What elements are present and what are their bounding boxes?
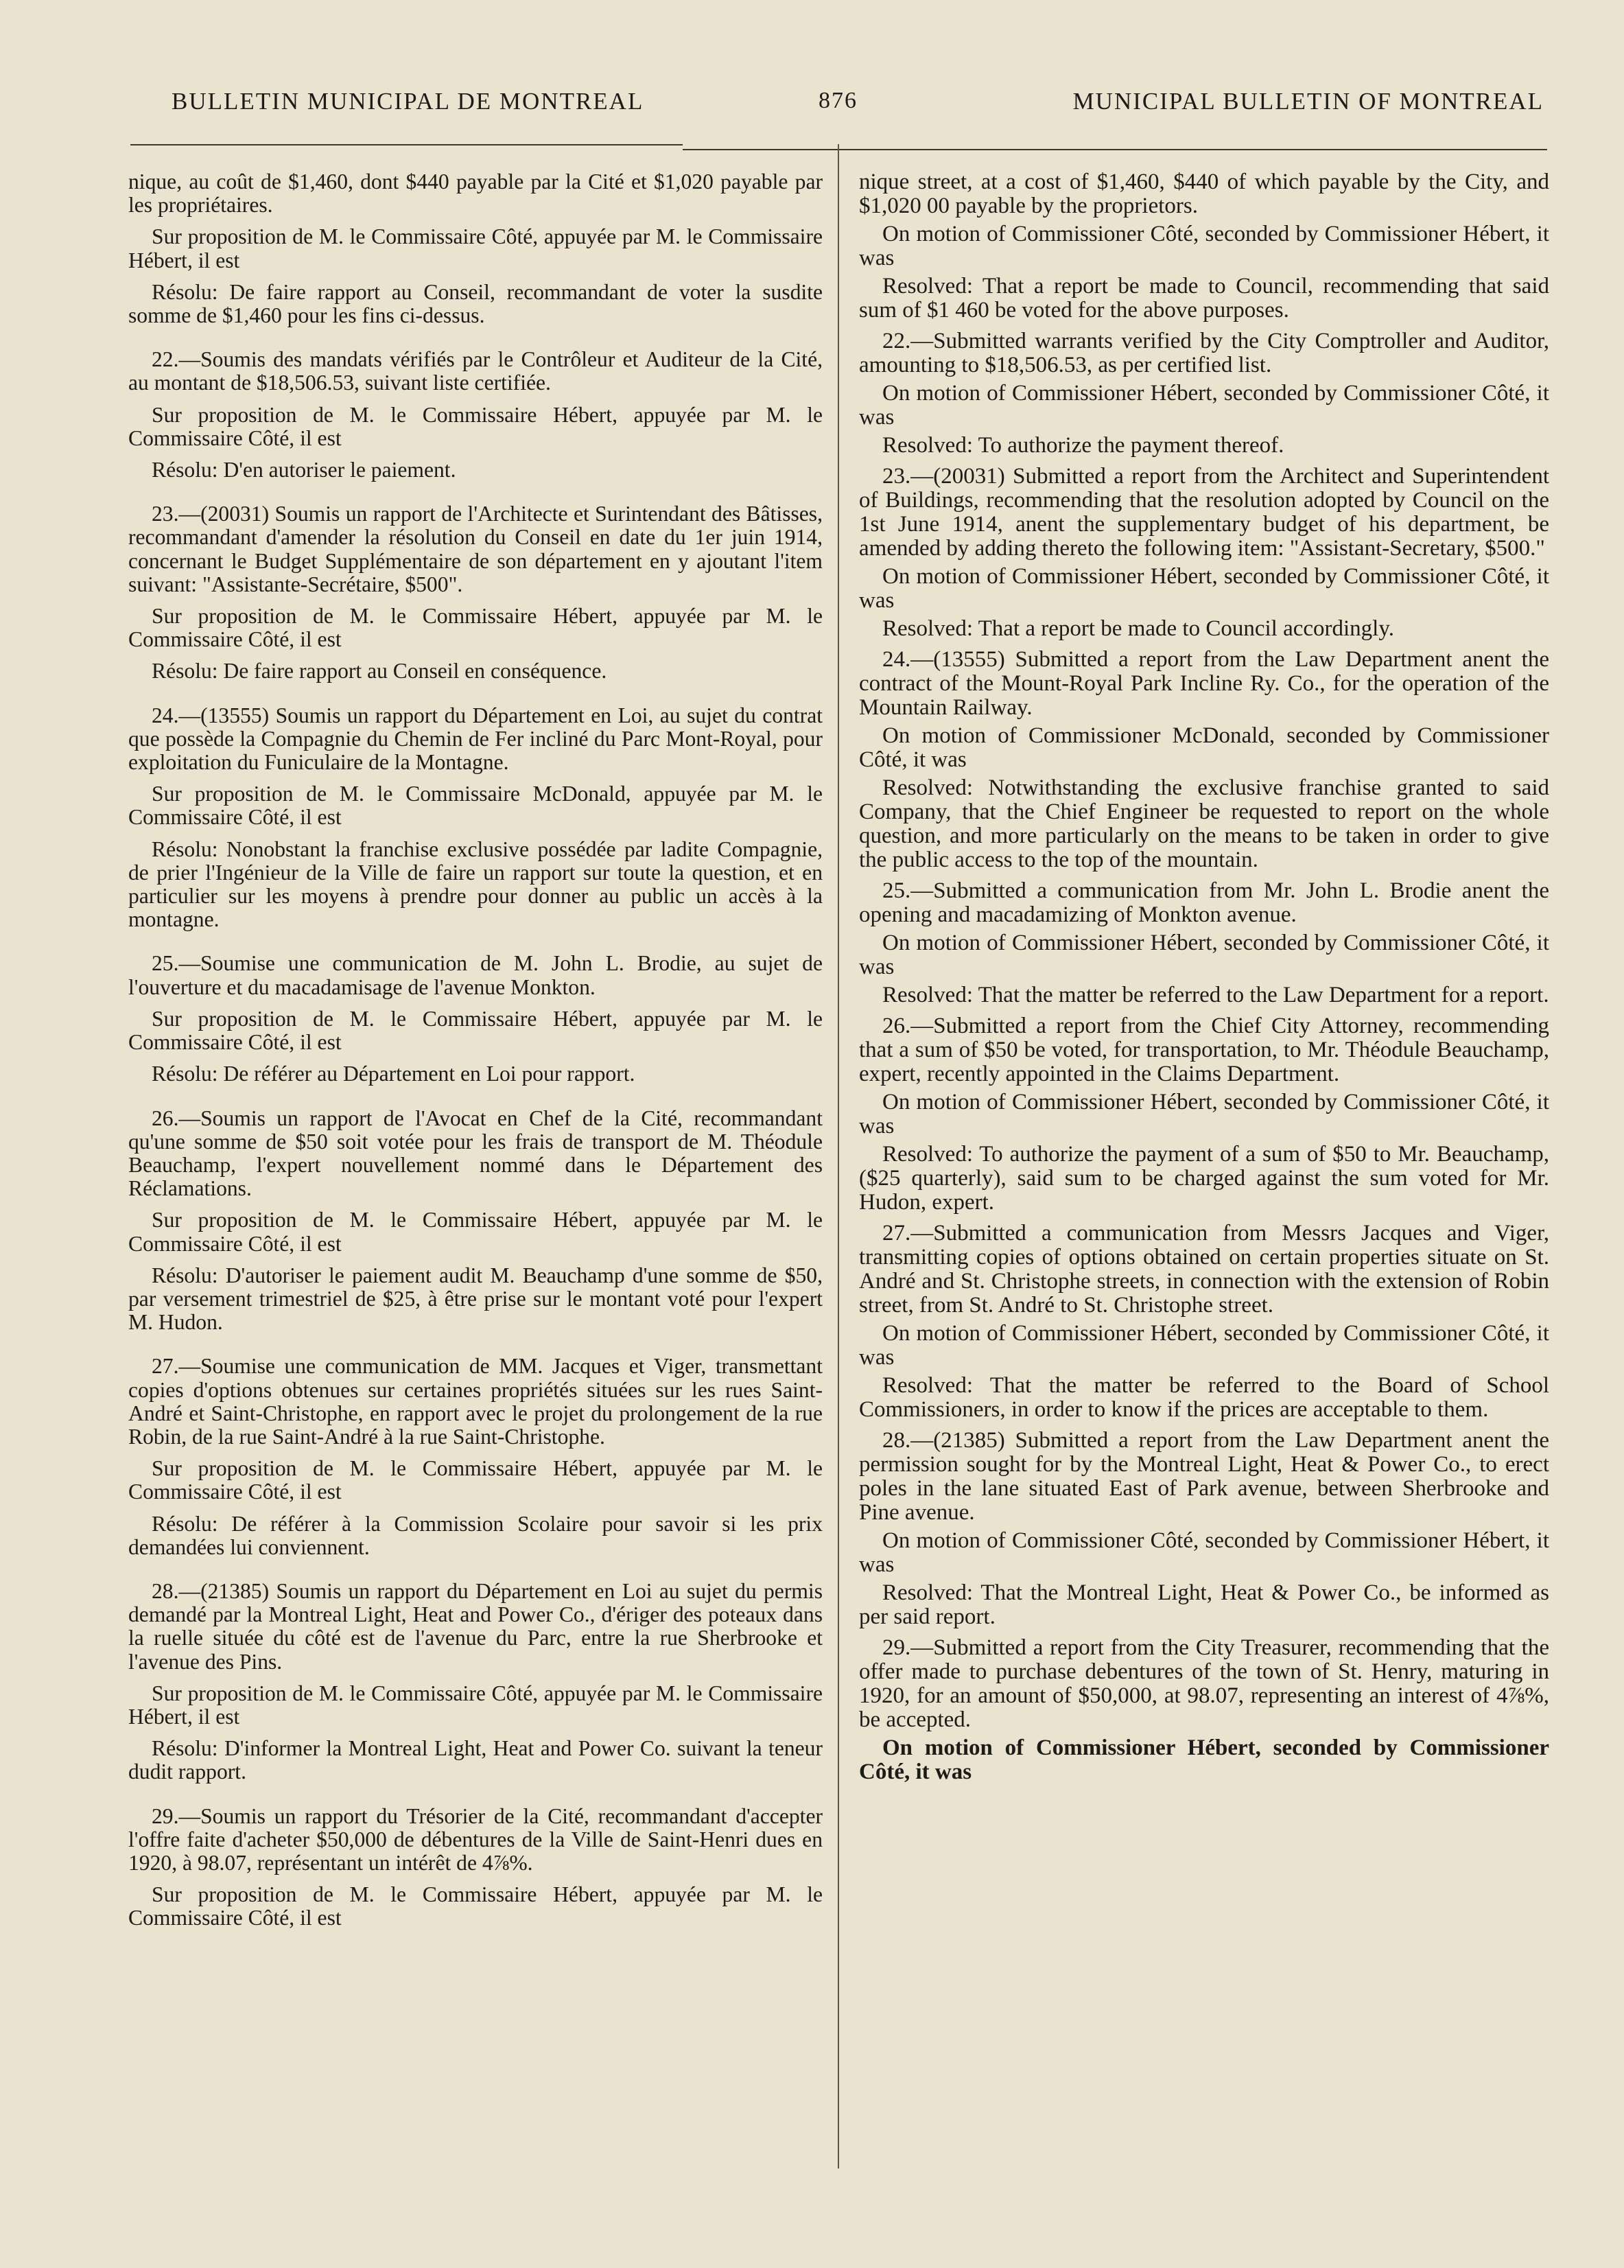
page-number: 876 <box>819 88 858 113</box>
english-paragraph: 26.—Submitted a report from the Chief City Attorney, recommending that a sum of $50 be voted, for transportation, to Mr. Théodule Beauchamp, expert, recently appointed in the Claims Department. <box>859 1014 1549 1086</box>
english-paragraph: Resolved: That a report be made to Council accordingly. <box>882 616 1394 641</box>
english-paragraph: Resolved: That the Montreal Light, Heat & Power Co., be informed as per said report. <box>859 1580 1549 1629</box>
english-paragraph: Resolved: To authorize the payment thereof. <box>882 433 1284 458</box>
french-paragraph: Résolu: D'en autoriser le paiement. <box>152 458 456 482</box>
english-paragraph: Resolved: Notwithstanding the exclusive franchise granted to said Company, that the Chief Engineer be requested to report on the whole question, and more particularly on the means to be taken in order to give the public access to the top of the mountain. <box>859 775 1549 872</box>
english-paragraph: 29.—Submitted a report from the City Treasurer, recommending that the offer made to purchase debentures of the town of St. Henry, maturing in 1920, for an amount of $50,000, at 98.07, representing an interest of 4⅞%, be accepted. <box>859 1635 1549 1732</box>
french-paragraph: 25.—Soumise une communication de M. John L. Brodie, au sujet de l'ouverture et du macadamisage de l'avenue Monkton. <box>128 951 823 999</box>
english-paragraph: nique street, at a cost of $1,460, $440 of which payable by the City, and $1,020 00 payable by the proprietors. <box>859 170 1549 218</box>
french-paragraph: Sur proposition de M. le Commissaire Hébert, appuyée par M. le Commissaire Côté, il est <box>128 604 823 652</box>
english-paragraph: On motion of Commissioner Hébert, seconded by Commissioner Côté, it was <box>859 1321 1549 1370</box>
french-paragraph: 24.—(13555) Soumis un rapport du Département en Loi, au sujet du contrat que possède la Compagnie du Chemin de Fer incliné du Parc Mont-Royal, pour exploitation du Funiculaire de la Montagne. <box>128 703 823 775</box>
french-column <box>128 170 823 2174</box>
french-paragraph: Résolu: Nonobstant la franchise exclusive possédée par ladite Compagnie, de prier l'Ingénieur de la Ville de faire un rapport sur toute la question, et en particulier sur les moyens à prendre pour donner au public un accès à la montagne. <box>128 837 823 932</box>
french-paragraph: Sur proposition de M. le Commissaire Hébert, appuyée par M. le Commissaire Côté, il est <box>128 1456 823 1504</box>
header-rule-right <box>683 149 1547 150</box>
french-paragraph: Sur proposition de M. le Commissaire Hébert, appuyée par M. le Commissaire Côté, il est <box>128 1006 823 1055</box>
french-paragraph: Sur proposition de M. le Commissaire Côté, appuyée par M. le Commissaire Hébert, il est <box>128 1681 823 1729</box>
french-paragraph: Résolu: De référer à la Commission Scolaire pour savoir si les prix demandées lui conviennent. <box>128 1511 823 1559</box>
running-header <box>130 88 1544 129</box>
french-paragraph: Sur proposition de M. le Commissaire McDonald, appuyée par M. le Commissaire Côté, il est <box>128 782 823 830</box>
english-paragraph: On motion of Commissioner Hébert, seconded by Commissioner Côté, it was <box>859 381 1549 430</box>
english-paragraph: Resolved: That the matter be referred to the Law Department for a report. <box>882 983 1549 1007</box>
column-divider <box>838 144 839 2168</box>
english-paragraph: On motion of Commissioner McDonald, seconded by Commissioner Côté, it was <box>859 723 1549 772</box>
english-paragraph: 27.—Submitted a communication from Messrs Jacques and Viger, transmitting copies of options obtained on certain properties situate on St. André and St. Christophe streets, in connection with the extension of Robin street, from St. André to St. Christophe street. <box>859 1221 1549 1318</box>
header-rule-left <box>130 144 683 145</box>
french-paragraph: 22.—Soumis des mandats vérifiés par le Contrôleur et Auditeur de la Cité, au montant de $18,506.53, suivant liste certifiée. <box>128 347 823 395</box>
french-paragraph: Sur proposition de M. le Commissaire Côté, appuyée par M. le Commissaire Hébert, il est <box>128 224 823 272</box>
english-paragraph: On motion of Commissioner Hébert, seconded by Commissioner Côté, it was <box>859 1735 1549 1784</box>
english-paragraph: Resolved: To authorize the payment of a sum of $50 to Mr. Beauchamp, ($25 quarterly), said sum to be charged against the sum voted for Mr. Hudon, expert. <box>859 1142 1549 1215</box>
header-english-title: MUNICIPAL BULLETIN OF MONTREAL <box>1072 88 1544 115</box>
french-paragraph: Sur proposition de M. le Commissaire Hébert, appuyée par M. le Commissaire Côté, il est <box>128 1208 823 1256</box>
english-paragraph: 24.—(13555) Submitted a report from the Law Department anent the contract of the Mount-Royal Park Incline Ry. Co., for the operation of the Mountain Railway. <box>859 647 1549 720</box>
english-paragraph: On motion of Commissioner Côté, seconded by Commissioner Hébert, it was <box>859 1528 1549 1577</box>
english-paragraph: On motion of Commissioner Côté, seconded by Commissioner Hébert, it was <box>859 222 1549 270</box>
english-column <box>859 170 1549 2174</box>
french-paragraph: nique, au coût de $1,460, dont $440 payable par la Cité et $1,020 payable par les propriétaires. <box>128 170 823 218</box>
french-paragraph: 23.—(20031) Soumis un rapport de l'Architecte et Surintendant des Bâtisses, recommandant d'amender la résolution du Conseil en date du 1er juin 1914, concernant le Budget Supplémentaire de son département en y ajoutant l'item suivant: "Assistante-Secrétaire, $500". <box>128 502 823 596</box>
french-paragraph: Résolu: De faire rapport au Conseil, recommandant de voter la susdite somme de $1,460 pour les fins ci-dessus. <box>128 279 823 328</box>
english-paragraph: On motion of Commissioner Hébert, seconded by Commissioner Côté, it was <box>859 1090 1549 1138</box>
french-paragraph: Résolu: D'informer la Montreal Light, Heat and Power Co. suivant la teneur dudit rapport. <box>128 1736 823 1784</box>
english-paragraph: Resolved: That a report be made to Council, recommending that said sum of $1 460 be voted for the above purposes. <box>859 274 1549 323</box>
english-paragraph: 23.—(20031) Submitted a report from the Architect and Superintendent of Buildings, recommending that the resolution adopted by Council on the 1st June 1914, anent the supplementary budget of his department, be amended by adding thereto the following item: "Assistant-Secretary, $500." <box>859 464 1549 561</box>
french-paragraph: Sur proposition de M. le Commissaire Hébert, appuyée par M. le Commissaire Côté, il est <box>128 402 823 450</box>
french-paragraph: Résolu: De référer au Département en Loi pour rapport. <box>152 1062 635 1086</box>
english-paragraph: On motion of Commissioner Hébert, seconded by Commissioner Côté, it was <box>859 931 1549 979</box>
french-paragraph: 28.—(21385) Soumis un rapport du Département en Loi au sujet du permis demandé par la Montreal Light, Heat and Power Co., d'ériger des poteaux dans la ruelle située du côté est de l'avenue du Parc, entre la rue Sherbrooke et l'avenue des Pins. <box>128 1578 823 1674</box>
english-paragraph: 28.—(21385) Submitted a report from the Law Department anent the permission sought for by the Montreal Light, Heat & Power Co., to erect poles in the lane situated East of Park avenue, between Sherbrooke and Pine avenue. <box>859 1428 1549 1525</box>
french-paragraph: Sur proposition de M. le Commissaire Hébert, appuyée par M. le Commissaire Côté, il est <box>128 1882 823 1930</box>
english-paragraph: 22.—Submitted warrants verified by the City Comptroller and Auditor, amounting to $18,506.53, as per certified list. <box>859 329 1549 377</box>
french-paragraph: Résolu: D'autoriser le paiement audit M. Beauchamp d'une somme de $50, par versement trimestriel de $25, à être prise sur le montant voté pour l'expert M. Hudon. <box>128 1263 823 1335</box>
english-paragraph: On motion of Commissioner Hébert, seconded by Commissioner Côté, it was <box>859 564 1549 613</box>
french-paragraph: 26.—Soumis un rapport de l'Avocat en Chef de la Cité, recommandant qu'une somme de $50 soit votée pour les frais de transport de M. Théodule Beauchamp, l'expert nouvellement nommé dans le Département des Réclamations. <box>128 1106 823 1201</box>
french-paragraph: 29.—Soumis un rapport du Trésorier de la Cité, recommandant d'accepter l'offre faite d'acheter $50,000 de débentures de la Ville de Saint-Henri dues en 1920, à 98.07, représentant un intérêt de 4⅞%. <box>128 1803 823 1875</box>
header-french-title: BULLETIN MUNICIPAL DE MONTREAL <box>172 88 644 115</box>
english-paragraph: Resolved: That the matter be referred to the Board of School Commissioners, in order to know if the prices are acceptable to them. <box>859 1373 1549 1422</box>
english-paragraph: 25.—Submitted a communication from Mr. John L. Brodie anent the opening and macadamizing of Monkton avenue. <box>859 878 1549 927</box>
french-paragraph: Résolu: De faire rapport au Conseil en conséquence. <box>152 659 607 683</box>
french-paragraph: 27.—Soumise une communication de MM. Jacques et Viger, transmettant copies d'options obtenues sur certaines propriétés situées sur les rues Saint-André et Saint-Christophe, en rapport avec le projet du prolongement de la rue Robin, de la rue Saint-André à la rue Saint-Christophe. <box>128 1354 823 1449</box>
